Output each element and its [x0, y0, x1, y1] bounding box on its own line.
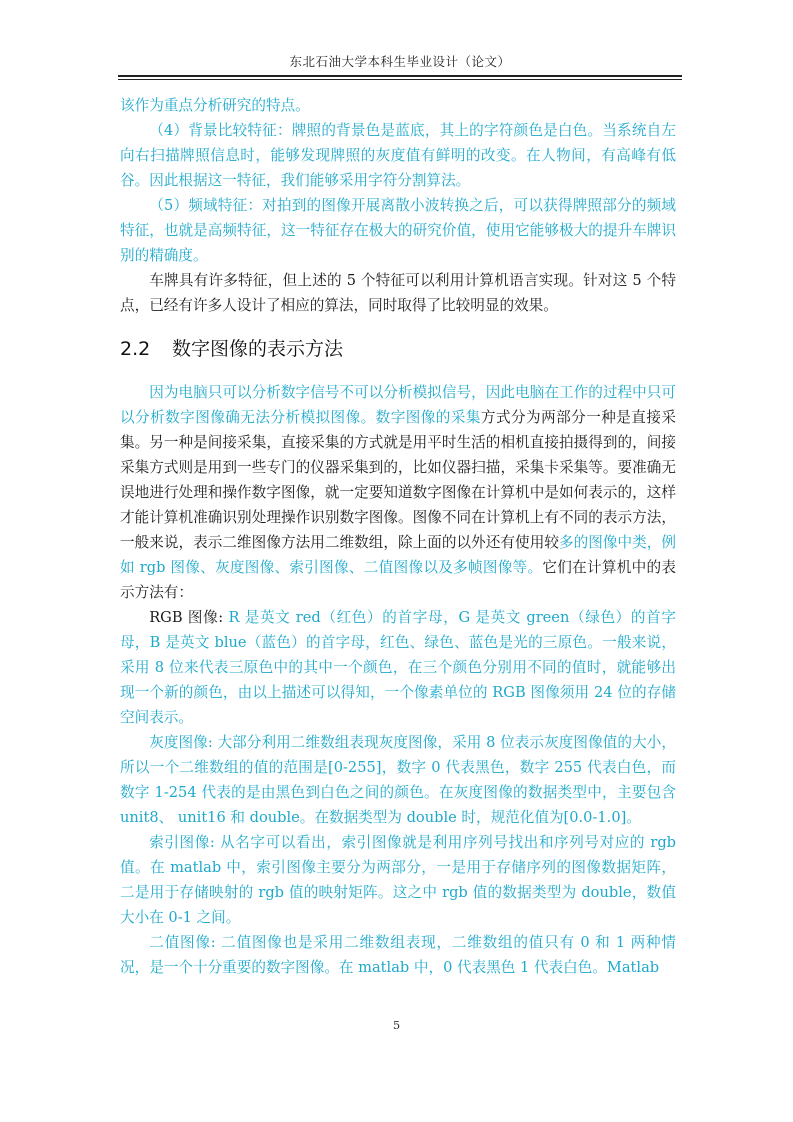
intro-part-b: 方式分为两部分一种是直接采集。另一种是间接采集，直接采集的方式就是用平时生活的相机直接拍摄得到的，间接采集方式则是用到一些专门的仪器采集到的，比如仪器扫描，采集卡采集等。要准确无误地进行处理和操作数字图像，就一定要知道数字图像在计算机中是如何表示的，这样才能计算机准确识别处理操作识别数字图像。图像不同在计算机上有不同的表示方法，一般来说，表示二维图像方法用二维数组，除上面的以外还有使用较: [120, 409, 676, 551]
paragraph-frequency-feature: （5）频域特征：对拍到的图像开展离散小波转换之后，可以获得牌照部分的频域特征，也就是高频特征，这一特征存在极大的研究价值，使用它能够极大的提升车牌识别的精确度。: [120, 197, 676, 264]
paragraph-grayscale-image: 灰度图像: 大部分利用二维数组表现灰度图像，采用 8 位表示灰度图像值的大小，所以一个二维数组的值的范围是[0-255]，数字 0 代表黑色，数字 255 代表白色，而数字 1-254 代表的是由黑色到白色之间的颜色。在灰度图像的数据类型中，主要包含 unit8、 unit16 和 double。在数据类型为 double 时，规范化值为[0.0-1.0]。: [120, 734, 676, 826]
rgb-label: RGB 图像:: [149, 609, 229, 626]
page-body: [120, 93, 676, 980]
section-heading: [120, 332, 676, 366]
section-number: 2.2: [120, 338, 151, 360]
paragraph-digital-image-intro: [120, 380, 676, 605]
intro-part-d: 它们在计算机中的表示方法有：: [120, 559, 676, 601]
paragraph-binary-image: 二值图像: 二值图像也是采用二维数组表现，二维数组的值只有 0 和 1 两种情况，是一个十分重要的数字图像。在 matlab 中，0 代表黑色 1 代表白色。Matlab: [120, 934, 676, 976]
header-rule-thin: [118, 79, 682, 80]
intro-part-a: 因为电脑只可以分析数字信号不可以分析模拟信号，因此电脑在工作的过程中只可以分析数字图像确无法分析模拟图像。数字图像的采集: [120, 384, 676, 426]
paragraph-rgb-image: [120, 605, 676, 730]
paragraph-feature-summary: 车牌具有许多特征，但上述的 5 个特征可以利用计算机语言实现。针对这 5 个特点，已经有许多人设计了相应的算法，同时取得了比较明显的效果。: [120, 272, 676, 314]
header-rule-thick: [118, 75, 682, 77]
paragraph-indexed-image: 索引图像: 从名字可以看出，索引图像就是利用序列号找出和序列号对应的 rgb 值。在 matlab 中，索引图像主要分为两部分，一是用于存储序列的图像数据矩阵，二是用于存储映射的 rgb 值的映射矩阵。这之中 rgb 值的数据类型为 double，数值大小在 0-1 之间。: [120, 834, 676, 926]
rgb-text: R 是英文 red（红色）的首字母，G 是英文 green（绿色）的首字母，B 是英文 blue（蓝色）的首字母，红色、绿色、蓝色是光的三原色。一般来说，采用 8 位来代表三原色中的其中一个颜色，在三个颜色分别用不同的值时，就能够出现一个新的颜色，由以上描述可以得知，一个像素单位的 RGB 图像须用 24 位的存储空间表示。: [120, 609, 676, 726]
section-title: 数字图像的表示方法: [172, 338, 344, 360]
paragraph-background-feature: （4）背景比较特征：牌照的背景色是蓝底，其上的字符颜色是白色。当系统自左向右扫描牌照信息时，能够发现牌照的灰度值有鲜明的改变。在人物间，有高峰有低谷。因此根据这一特征，我们能够采用字符分割算法。: [120, 122, 676, 189]
running-header: 东北石油大学本科生毕业设计（论文）: [289, 54, 511, 69]
intro-part-c: 多的图像中类，例如 rgb 图像、灰度图像、索引图像、二值图像以及多帧图像等。: [120, 534, 676, 576]
page-number: 5: [392, 1018, 401, 1032]
paragraph-continuation: 该作为重点分析研究的特点。: [120, 97, 310, 114]
